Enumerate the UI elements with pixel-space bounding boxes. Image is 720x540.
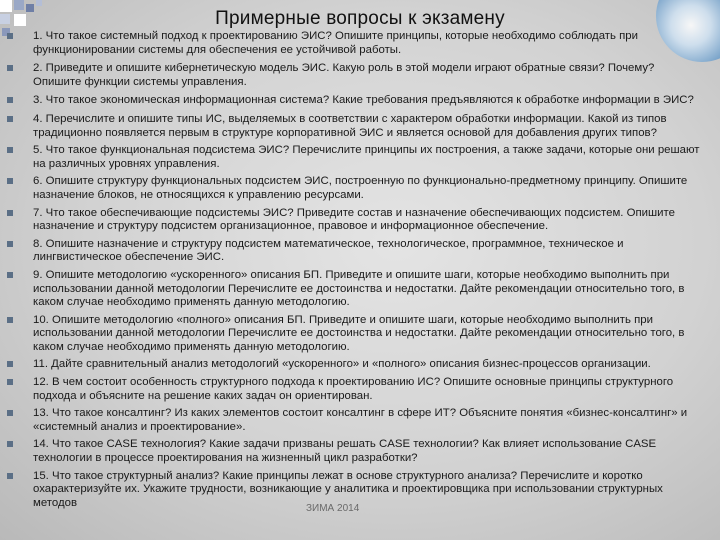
square-bullet-icon bbox=[7, 361, 13, 367]
question-text: 3. Что такое экономическая информационная система? Какие требования предъявляются к обработке информации в ЭИС? bbox=[33, 94, 694, 107]
list-item bbox=[0, 269, 720, 310]
question-text: 14. Что такое CASE технология? Какие задачи призваны решать CASE технологии? Как влияет использование CASE технологии в процессе проектирования на жизненный цикл разработки? bbox=[33, 438, 657, 465]
list-item bbox=[0, 407, 720, 434]
question-text: 12. В чем состоит особенность структурного подхода к проектированию ИС? Опишите основные принципы структурного подхода и объясните на решение каких задач он ориентирован. bbox=[33, 376, 674, 402]
square-bullet-icon bbox=[7, 379, 13, 385]
list-item bbox=[0, 207, 720, 234]
list-item bbox=[0, 238, 720, 265]
question-text: 1. Что такое системный подход к проектированию ЭИС? Опишите принципы, которые необходимо соблюдать при функционировании системы для обеспечения ее устойчивой работы. bbox=[33, 30, 638, 56]
square-bullet-icon bbox=[7, 97, 13, 103]
question-text: 5. Что такое функциональная подсистема ЭИС? Перечислите принципы их построения, а также задачи, которые они решают на различных уровнях управления. bbox=[33, 144, 700, 170]
list-item bbox=[0, 30, 720, 57]
square-bullet-icon bbox=[7, 317, 13, 323]
square-bullet-icon bbox=[7, 33, 13, 39]
list-item bbox=[0, 358, 720, 372]
list-item bbox=[0, 94, 720, 108]
question-text: 10. Опишите методологию «полного» описания БП. Приведите и опишите шаги, которые необходимо выполнить при использовании данной методологии Перечислите ее достоинства и недостатки. Дайте рекомендации относительно того, в каком случае необходимо применять данную методологию. bbox=[33, 313, 685, 353]
question-text: 9. Опишите методологию «ускоренного» описания БП. Приведите и опишите шаги, которые необходимо выполнить при использовании данной методологии Перечислите ее достоинства и недостатки. Дайте рекомендации относительно того, в каком случае необходимо применять данную методологию. bbox=[33, 268, 685, 309]
square-bullet-icon bbox=[7, 116, 13, 122]
list-item bbox=[0, 376, 720, 403]
square-bullet-icon bbox=[7, 473, 13, 479]
question-text: 4. Перечислите и опишите типы ИС, выделяемых в соответствии с характером обработки информации. Какой из типов традиционно появляется первым в структуре корпоративной ЭИС и является основой для добавления других типов? bbox=[33, 112, 667, 139]
list-item bbox=[0, 62, 720, 89]
list-item bbox=[0, 113, 720, 140]
square-bullet-icon bbox=[7, 410, 13, 416]
square-bullet-icon bbox=[7, 147, 13, 153]
question-text: 2. Приведите и опишите кибернетическую модель ЭИС. Какую роль в этой модели играют обратные связи? Почему? Опишите функции системы управления. bbox=[33, 62, 655, 88]
square-bullet-icon bbox=[7, 65, 13, 71]
question-text: 15. Что такое структурный анализ? Какие принципы лежат в основе структурного анализа? Перечислите и коротко охарактеризуйте их. Укажите трудности, возникающие у аналитика и проектировщика при использовании структурных методов bbox=[33, 469, 663, 509]
square-bullet-icon bbox=[7, 178, 13, 184]
question-text: 7. Что такое обеспечивающие подсистемы ЭИС? Приведите состав и назначение обеспечивающих подсистем. Опишите назначение и структуру подсистем организационное, правовое и информационное обеспечение. bbox=[33, 206, 675, 233]
list-item bbox=[0, 175, 720, 202]
square-bullet-icon bbox=[7, 441, 13, 447]
list-item bbox=[0, 438, 720, 465]
list-item bbox=[0, 470, 720, 511]
square-bullet-icon bbox=[7, 210, 13, 216]
question-text: 8. Опишите назначение и структуру подсистем математическое, технологическое, программное, техническое и лингвистическое обеспечение ЭИС. bbox=[33, 237, 624, 264]
square-bullet-icon bbox=[7, 272, 13, 278]
list-item bbox=[0, 314, 720, 355]
question-text: 11. Дайте сравнительный анализ методологий «ускоренного» и «полного» описания бизнес-процессов организации. bbox=[33, 358, 651, 371]
slide-footer: ЗИМА 2014 bbox=[306, 503, 360, 514]
list-item bbox=[0, 144, 720, 171]
question-text: 6. Опишите структуру функциональных подсистем ЭИС, построенную по функционально-предметному принципу. Опишите назначение блоков, не относящихся к управлению ресурсами. bbox=[33, 175, 688, 201]
question-text: 13. Что такое консалтинг? Из каких элементов состоит консалтинг в сфере ИТ? Объясните понятия «бизнес-консалтинг» и «системный анализ и проектирование». bbox=[33, 407, 688, 433]
square-bullet-icon bbox=[7, 241, 13, 247]
questions-list bbox=[0, 30, 720, 510]
slide-title: Примерные вопросы к экзамену bbox=[215, 8, 505, 29]
